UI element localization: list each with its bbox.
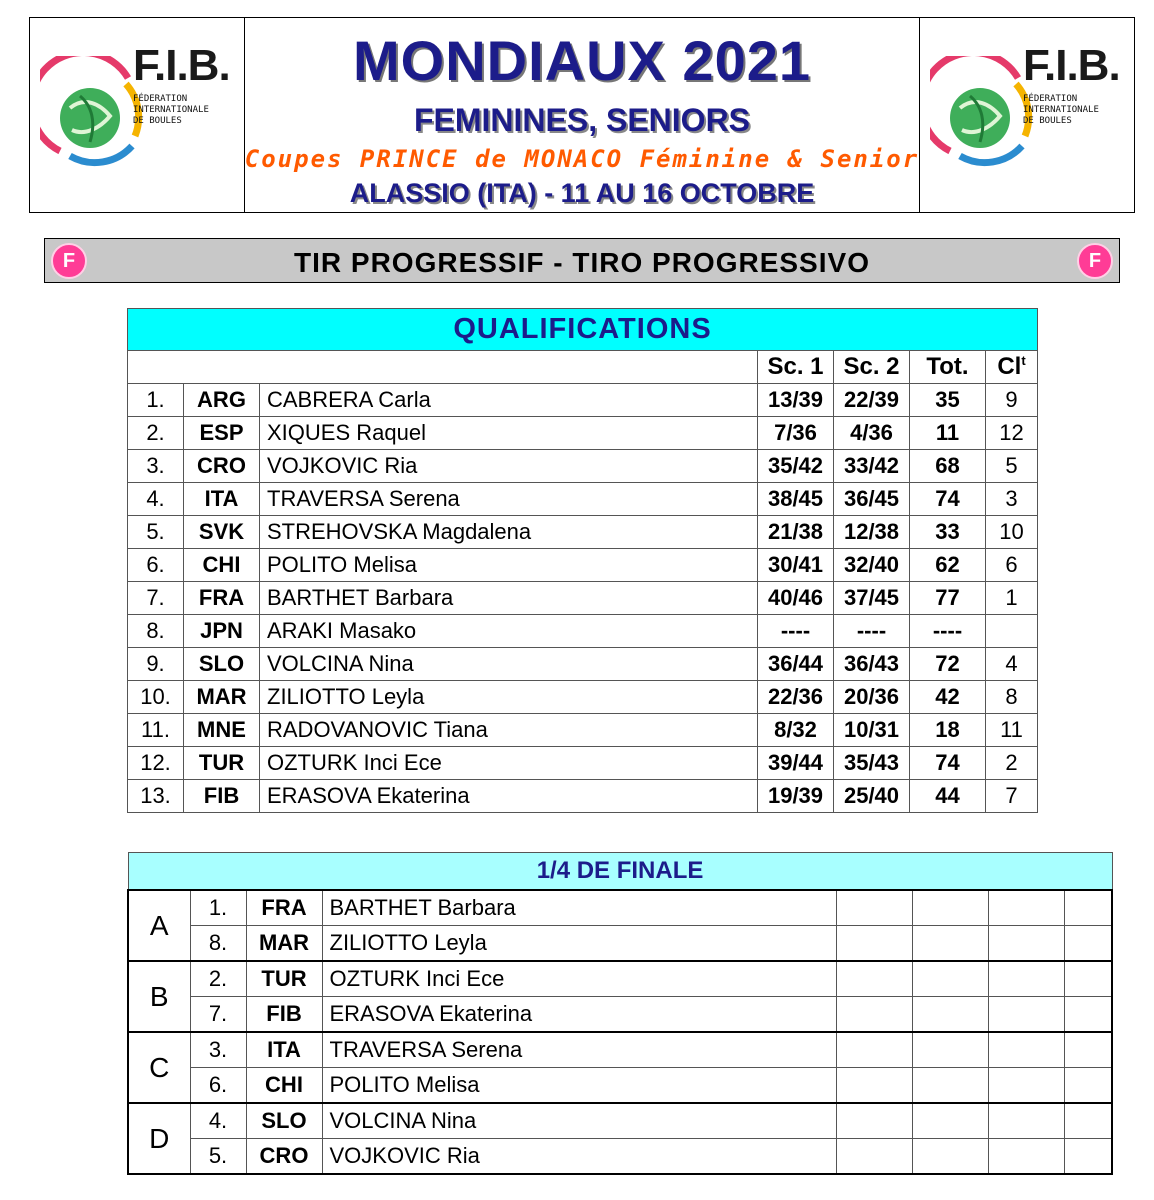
score-cell [988, 890, 1064, 926]
score-2: 36/43 [834, 648, 910, 681]
group-label: C [128, 1032, 190, 1103]
score-total: 18 [910, 714, 986, 747]
table-row [128, 417, 1038, 450]
score-cell [988, 1068, 1064, 1104]
rank-position: 13. [128, 780, 184, 813]
table-row [128, 516, 1038, 549]
table-row [128, 1068, 1112, 1104]
column-header-rank [986, 351, 1038, 384]
group-label: B [128, 961, 190, 1032]
player-name: OZTURK Inci Ece [322, 961, 836, 997]
score-cell [836, 890, 912, 926]
nation-code: CRO [246, 1139, 322, 1175]
score-1: 36/44 [758, 648, 834, 681]
final-rank: 5 [986, 450, 1038, 483]
female-badge-icon: F [1077, 243, 1113, 279]
score-total: 33 [910, 516, 986, 549]
qualifications-title: QUALIFICATIONS [128, 309, 1038, 351]
score-cell [912, 997, 988, 1033]
nation-code: ESP [184, 417, 260, 450]
header [29, 17, 1135, 213]
score-cell [1064, 890, 1112, 926]
table-row [128, 450, 1038, 483]
seed-position: 6. [190, 1068, 246, 1104]
rank-position: 9. [128, 648, 184, 681]
score-cell [988, 1032, 1064, 1068]
score-cell [1064, 1032, 1112, 1068]
logo-title: F.I.B. [133, 41, 230, 90]
score-2: 37/45 [834, 582, 910, 615]
score-1: 21/38 [758, 516, 834, 549]
logo-right [919, 18, 1134, 212]
group-label: A [128, 890, 190, 961]
score-total: ---- [910, 615, 986, 648]
event-bar [44, 238, 1120, 283]
table-row [128, 926, 1112, 962]
event-place: ALASSIO (ITA) - 11 AU 16 OCTOBRE [349, 178, 815, 208]
score-2: 20/36 [834, 681, 910, 714]
score-2: ---- [834, 615, 910, 648]
nation-code: ITA [184, 483, 260, 516]
score-1: 13/39 [758, 384, 834, 417]
player-name: VOLCINA Nina [260, 648, 758, 681]
rank-position: 4. [128, 483, 184, 516]
seed-position: 8. [190, 926, 246, 962]
seed-position: 3. [190, 1032, 246, 1068]
score-total: 11 [910, 417, 986, 450]
final-rank [986, 615, 1038, 648]
table-row [128, 714, 1038, 747]
score-cell [912, 1103, 988, 1139]
player-name: ZILIOTTO Leyla [260, 681, 758, 714]
table-row [128, 890, 1112, 926]
score-1: ---- [758, 615, 834, 648]
nation-code: FRA [184, 582, 260, 615]
player-name: BARTHET Barbara [322, 890, 836, 926]
nation-code: CHI [184, 549, 260, 582]
score-cell [1064, 1139, 1112, 1175]
score-2: 33/42 [834, 450, 910, 483]
score-total: 72 [910, 648, 986, 681]
score-1: 40/46 [758, 582, 834, 615]
score-total: 74 [910, 483, 986, 516]
score-cell [912, 890, 988, 926]
score-cell [836, 1103, 912, 1139]
score-cell [1064, 926, 1112, 962]
nation-code: FIB [246, 997, 322, 1033]
score-2: 4/36 [834, 417, 910, 450]
nation-code: ITA [246, 1032, 322, 1068]
seed-position: 1. [190, 890, 246, 926]
nation-code: JPN [184, 615, 260, 648]
player-name: STREHOVSKA Magdalena [260, 516, 758, 549]
table-row [128, 582, 1038, 615]
female-badge-icon: F [51, 243, 87, 279]
column-header-rank-label: Cl [997, 353, 1022, 380]
score-total: 77 [910, 582, 986, 615]
qualifications-table [127, 308, 1038, 813]
nation-code: ARG [184, 384, 260, 417]
rank-position: 10. [128, 681, 184, 714]
score-cell [988, 1103, 1064, 1139]
rank-position: 11. [128, 714, 184, 747]
table-row [128, 384, 1038, 417]
player-name: POLITO Melisa [322, 1068, 836, 1104]
score-cell [988, 1139, 1064, 1175]
final-rank: 2 [986, 747, 1038, 780]
player-name: VOJKOVIC Ria [260, 450, 758, 483]
score-cell [1064, 1068, 1112, 1104]
column-header-sc1: Sc. 1 [758, 351, 834, 384]
score-cell [836, 961, 912, 997]
table-row [128, 1139, 1112, 1175]
table-row [128, 615, 1038, 648]
score-2: 35/43 [834, 747, 910, 780]
nation-code: CHI [246, 1068, 322, 1104]
score-cell [836, 926, 912, 962]
score-2: 36/45 [834, 483, 910, 516]
nation-code: SLO [246, 1103, 322, 1139]
seed-position: 2. [190, 961, 246, 997]
table-row [128, 780, 1038, 813]
score-total: 62 [910, 549, 986, 582]
table-row [128, 483, 1038, 516]
final-rank: 7 [986, 780, 1038, 813]
score-1: 19/39 [758, 780, 834, 813]
nation-code: FRA [246, 890, 322, 926]
final-rank: 4 [986, 648, 1038, 681]
score-1: 7/36 [758, 417, 834, 450]
event-title: TIR PROGRESSIF - TIRO PROGRESSIVO [294, 247, 870, 278]
rank-position: 6. [128, 549, 184, 582]
nation-code: SLO [184, 648, 260, 681]
player-name: TRAVERSA Serena [260, 483, 758, 516]
nation-code: MAR [184, 681, 260, 714]
score-cell [988, 926, 1064, 962]
nation-code: CRO [184, 450, 260, 483]
player-name: CABRERA Carla [260, 384, 758, 417]
nation-code: MAR [246, 926, 322, 962]
nation-code: FIB [184, 780, 260, 813]
table-row [128, 961, 1112, 997]
final-rank: 6 [986, 549, 1038, 582]
final-rank: 12 [986, 417, 1038, 450]
score-total: 68 [910, 450, 986, 483]
rank-position: 8. [128, 615, 184, 648]
table-row [128, 747, 1038, 780]
player-name: ARAKI Masako [260, 615, 758, 648]
logo-title: F.I.B. [1023, 41, 1120, 90]
table-row [128, 681, 1038, 714]
score-1: 38/45 [758, 483, 834, 516]
score-2: 10/31 [834, 714, 910, 747]
player-name: VOLCINA Nina [322, 1103, 836, 1139]
score-cell [836, 1032, 912, 1068]
final-rank: 10 [986, 516, 1038, 549]
quarter-final-title: 1/4 DE FINALE [128, 853, 1112, 891]
table-row [128, 997, 1112, 1033]
score-total: 44 [910, 780, 986, 813]
score-2: 12/38 [834, 516, 910, 549]
score-total: 74 [910, 747, 986, 780]
column-header-sc2: Sc. 2 [834, 351, 910, 384]
player-name: TRAVERSA Serena [322, 1032, 836, 1068]
nation-code: SVK [184, 516, 260, 549]
table-row [128, 1103, 1112, 1139]
score-cell [836, 1139, 912, 1175]
quarter-final-table [127, 852, 1113, 1175]
final-rank: 3 [986, 483, 1038, 516]
seed-position: 4. [190, 1103, 246, 1139]
cup-title: Coupes PRINCE de MONACO Féminine & Senior [244, 145, 920, 173]
final-rank: 1 [986, 582, 1038, 615]
score-cell [1064, 1103, 1112, 1139]
rank-position: 5. [128, 516, 184, 549]
score-2: 22/39 [834, 384, 910, 417]
player-name: ERASOVA Ekaterina [322, 997, 836, 1033]
column-header-total: Tot. [910, 351, 986, 384]
final-rank: 11 [986, 714, 1038, 747]
column-header-rank-sup: t [1021, 353, 1026, 368]
final-rank: 8 [986, 681, 1038, 714]
nation-code: MNE [184, 714, 260, 747]
score-cell [836, 997, 912, 1033]
seed-position: 7. [190, 997, 246, 1033]
player-name: XIQUES Raquel [260, 417, 758, 450]
score-cell [912, 1032, 988, 1068]
score-cell [912, 1068, 988, 1104]
score-1: 8/32 [758, 714, 834, 747]
player-name: ZILIOTTO Leyla [322, 926, 836, 962]
score-1: 39/44 [758, 747, 834, 780]
score-cell [912, 926, 988, 962]
header-blank [128, 351, 758, 384]
rank-position: 12. [128, 747, 184, 780]
score-cell [912, 961, 988, 997]
rank-position: 2. [128, 417, 184, 450]
rank-position: 7. [128, 582, 184, 615]
score-cell [1064, 997, 1112, 1033]
player-name: BARTHET Barbara [260, 582, 758, 615]
page-subtitle: FEMININES, SENIORS [413, 102, 751, 138]
table-row [128, 1032, 1112, 1068]
player-name: OZTURK Inci Ece [260, 747, 758, 780]
logo-subtitle: FÉDERATION INTERNATIONALE DE BOULES [1023, 94, 1099, 126]
score-cell [836, 1068, 912, 1104]
player-name: VOJKOVIC Ria [322, 1139, 836, 1175]
page-title: MONDIAUX 2021 [352, 29, 812, 92]
group-label: D [128, 1103, 190, 1174]
score-cell [912, 1139, 988, 1175]
table-row [128, 549, 1038, 582]
score-cell [988, 961, 1064, 997]
rank-position: 1. [128, 384, 184, 417]
score-1: 35/42 [758, 450, 834, 483]
score-2: 32/40 [834, 549, 910, 582]
score-cell [1064, 961, 1112, 997]
score-1: 30/41 [758, 549, 834, 582]
nation-code: TUR [246, 961, 322, 997]
score-total: 42 [910, 681, 986, 714]
seed-position: 5. [190, 1139, 246, 1175]
player-name: RADOVANOVIC Tiana [260, 714, 758, 747]
table-row [128, 648, 1038, 681]
score-total: 35 [910, 384, 986, 417]
logo-left [30, 18, 245, 212]
score-1: 22/36 [758, 681, 834, 714]
logo-subtitle: FÉDERATION INTERNATIONALE DE BOULES [133, 94, 209, 126]
nation-code: TUR [184, 747, 260, 780]
player-name: POLITO Melisa [260, 549, 758, 582]
score-2: 25/40 [834, 780, 910, 813]
final-rank: 9 [986, 384, 1038, 417]
score-cell [988, 997, 1064, 1033]
rank-position: 3. [128, 450, 184, 483]
player-name: ERASOVA Ekaterina [260, 780, 758, 813]
